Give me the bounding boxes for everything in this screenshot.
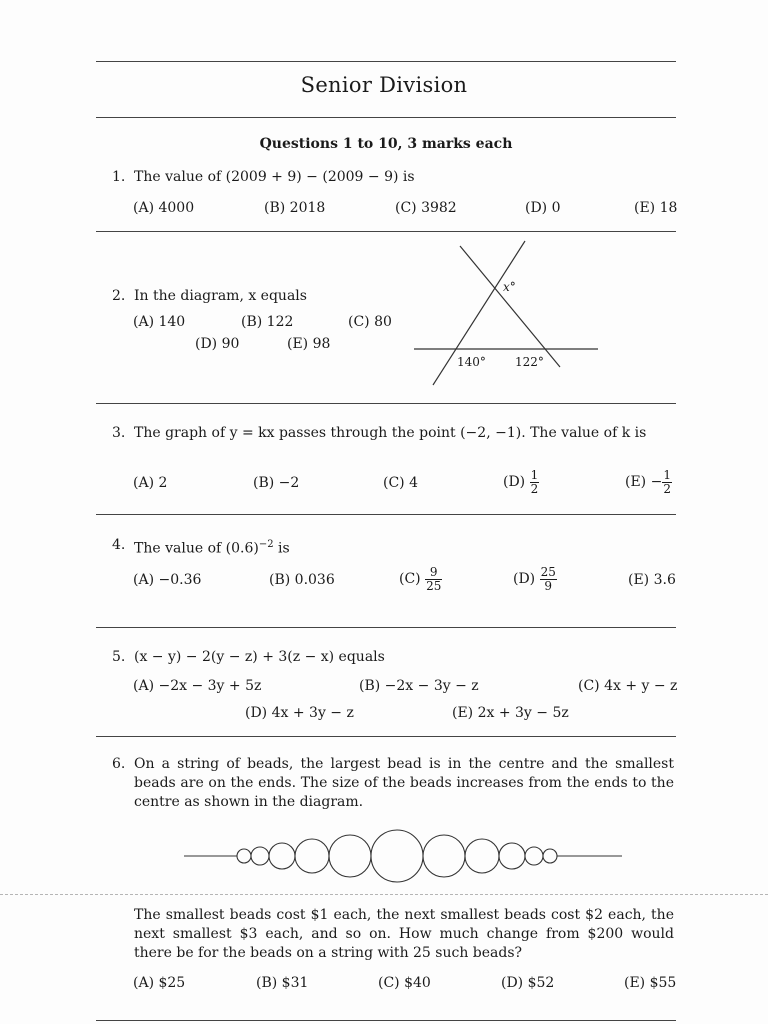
bead [525, 847, 543, 865]
answer-option: (C) 4x + y − z [578, 678, 678, 694]
question-number: 5. [112, 649, 126, 665]
answer-option: (C) 4 [383, 475, 418, 491]
answer-option: (A) $25 [133, 975, 186, 991]
question-number: 3. [112, 425, 126, 441]
question-divider [96, 1020, 676, 1021]
numerator: 9 [425, 566, 442, 580]
option-label: (E) − [625, 474, 663, 490]
bead [543, 849, 557, 863]
bead [465, 839, 499, 873]
question-number: 6. [112, 756, 126, 772]
answer-option: (B) $31 [256, 975, 309, 991]
bead [269, 843, 295, 869]
answer-option: (E) 2x + 3y − 5z [452, 705, 569, 721]
question-text-continued: The smallest beads cost $1 each, the next smallest beads cost $2 each, the next smallest $3 each, and so on. How much change from $200 would there be for the beads on a string with 25 such beads? [134, 907, 674, 961]
denominator: 25 [426, 578, 442, 593]
answer-option: (A) 140 [133, 314, 186, 330]
option-label: (D) [513, 571, 536, 587]
option-label: (C) [399, 571, 421, 587]
answer-option: (B) 0.036 [269, 572, 335, 588]
angle-label-x: x° [503, 280, 516, 294]
page-fold-line [0, 894, 768, 895]
numerator: 1 [530, 467, 539, 482]
question-number: 4. [112, 537, 126, 553]
option-label: (D) [503, 474, 526, 490]
denominator: 2 [663, 481, 671, 496]
answer-option: (E) 18 [634, 200, 678, 216]
answer-option: (E) 98 [287, 336, 331, 352]
answer-option: (B) 122 [241, 314, 294, 330]
numerator: 1 [663, 467, 671, 482]
answer-option: (A) −0.36 [133, 572, 202, 588]
denominator: 9 [544, 578, 553, 593]
answer-option: (B) 2018 [264, 200, 326, 216]
answer-option: (C) $40 [378, 975, 431, 991]
bead [423, 835, 465, 877]
answer-option: (A) −2x − 3y + 5z [133, 678, 262, 694]
question-text: The graph of y = kx passes through the point (−2, −1). The value of k is [134, 425, 647, 441]
denominator: 2 [530, 481, 539, 496]
page-title: Senior Division [300, 73, 468, 97]
question-text: In the diagram, x equals [134, 288, 307, 304]
answer-option: (C) 80 [348, 314, 392, 330]
question-text-main: The value of (0.6) [134, 540, 259, 557]
angle-label-122: 122° [515, 355, 544, 369]
answer-option: (D) $52 [501, 975, 555, 991]
answer-option: (A) 4000 [133, 200, 195, 216]
answer-option: (D) 0 [525, 200, 561, 216]
answer-option: (D) 4x + 3y − z [245, 705, 354, 721]
answer-option: (E) 3.6 [628, 572, 676, 588]
bead [237, 849, 251, 863]
question-number: 2. [112, 288, 126, 304]
answer-option: (D) 90 [195, 336, 240, 352]
bead [251, 847, 269, 865]
section-subtitle: Questions 1 to 10, 3 marks each [259, 136, 513, 152]
answer-option: (C) 3982 [395, 200, 457, 216]
question-text: The value of (2009 + 9) − (2009 − 9) is [134, 169, 415, 185]
question-text: On a string of beads, the largest bead is in the centre and the smallest beads are on the ends. The size of the beads increases from the ends to the centre as shown in the diagram. [134, 756, 674, 810]
angle-label-140: 140° [457, 355, 486, 369]
bead [329, 835, 371, 877]
exponent: −2 [258, 539, 274, 550]
answer-option: (E) $55 [624, 975, 677, 991]
question-text-tail: is [273, 540, 290, 557]
answer-option: (B) −2 [253, 475, 300, 491]
numerator: 25 [540, 564, 556, 579]
answer-option: (B) −2x − 3y − z [359, 678, 479, 694]
question-number: 1. [112, 169, 126, 185]
bead [499, 843, 525, 869]
question-text: (x − y) − 2(y − z) + 3(z − x) equals [134, 649, 385, 665]
answer-option: (A) 2 [133, 475, 168, 491]
bead [295, 839, 329, 873]
bead [371, 830, 423, 882]
